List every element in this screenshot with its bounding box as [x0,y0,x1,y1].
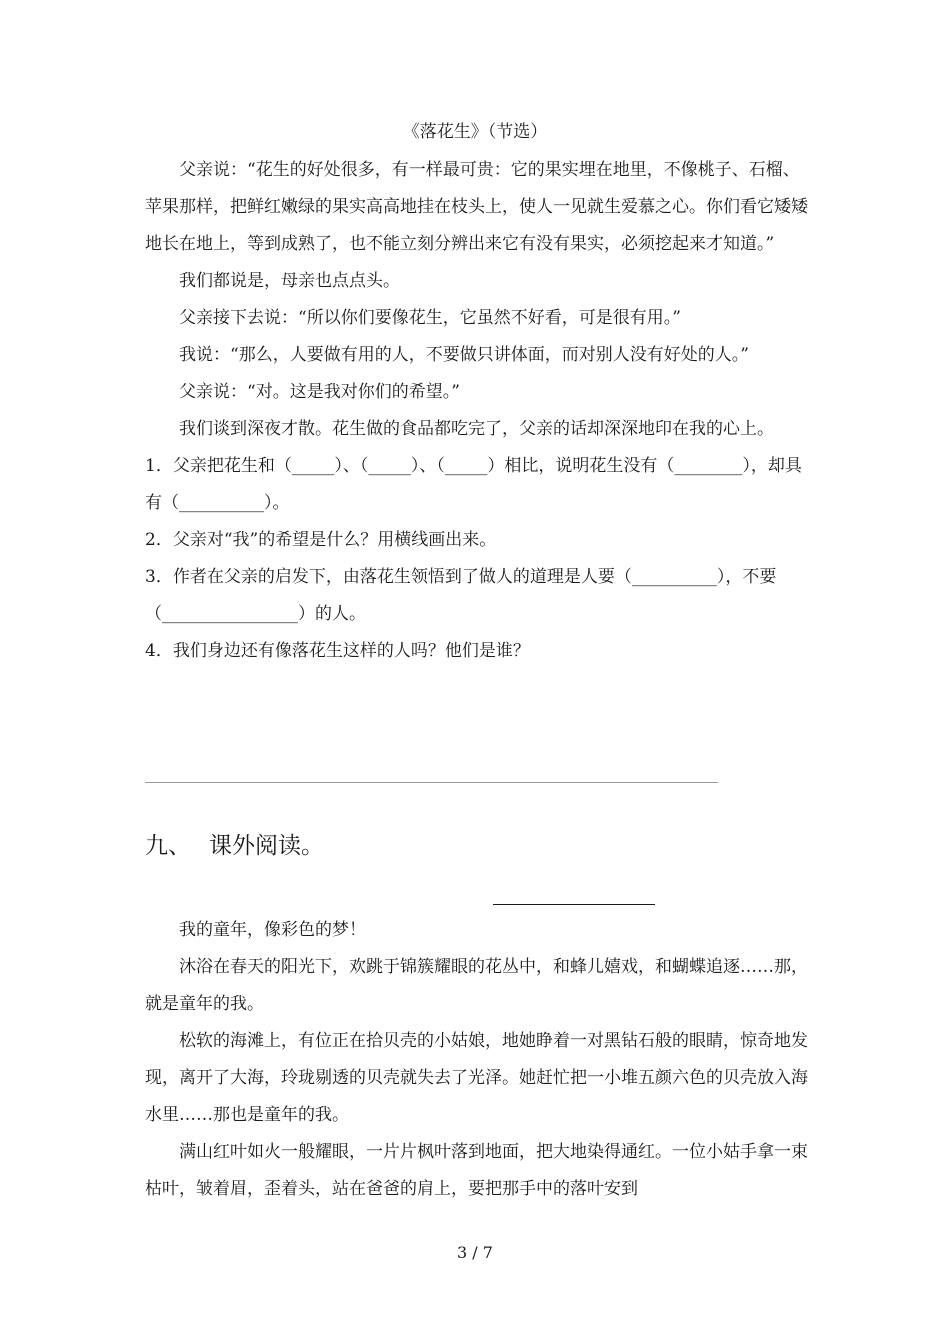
title-blank-line [493,904,655,905]
section-heading [145,830,324,862]
paragraph-3: 父亲接下去说：“所以你们要像花生，它虽然不好看，可是很有用。” [179,308,681,328]
paragraph-6: 我们谈到深夜才散。花生做的食品都吃完了，父亲的话却深深地印在我的心上。 [179,419,774,439]
page-number: 3 / 7 [457,1243,493,1262]
passage-body [145,152,810,670]
paragraph-2: 我们都说是，母亲也点点头。 [179,271,400,291]
question-1: 1．父亲把花生和（_____）、（_____）、（_____）相比，说明花生没有（________），却具有（__________）。 [145,456,802,513]
reading-paragraph-4: 满山红叶如火一般耀眼，一片片枫叶落到地面，把大地染得通红。一位小姑手拿一束枯叶，皱着眉，歪着头，站在爸爸的肩上，要把那手中的落叶安到 [145,1142,808,1199]
question-4: 4．我们身边还有像落花生这样的人吗？他们是谁？ [145,641,530,661]
section-number: 九、 [145,833,191,859]
reading-paragraph-2: 沐浴在春天的阳光下，欢跳于锦簇耀眼的花丛中，和蜂儿嬉戏，和蝴蝶追逐……那，就是童年的我。 [145,957,808,1014]
paragraph-5: 父亲说：“对。这是我对你们的希望。” [179,382,460,402]
question-3: 3．作者在父亲的启发下，由落花生领悟到了做人的道理是人要（__________），不要（________________）的人。 [145,567,777,624]
reading-paragraph-3: 松软的海滩上，有位正在拾贝壳的小姑娘，地她睁着一对黑钻石般的眼睛，惊奇地发现，离开了大海，玲珑剔透的贝壳就失去了光泽。她赶忙把一小堆五颜六色的贝壳放入海水里……那也是童年的我。 [145,1031,808,1125]
section-title: 课外阅读。 [209,833,324,859]
paragraph-1: 父亲说：“花生的好处很多，有一样最可贵：它的果实埋在地里，不像桃子、石榴、苹果那样，把鲜红嫩绿的果实高高地挂在枝头上，使人一见就生爱慕之心。你们看它矮矮地长在地上，等到成熟了，也不能立刻分辨出来它有没有果实，必须挖起来才知道。” [145,160,808,254]
reading-body [145,912,810,1208]
answer-line [145,782,718,783]
passage-title: 《落花生》（节选） [402,122,548,142]
reading-paragraph-1: 我的童年，像彩色的梦！ [179,920,366,940]
paragraph-4: 我说：“那么，人要做有用的人，不要做只讲体面，而对别人没有好处的人。” [179,345,749,365]
question-2: 2．父亲对“我”的希望是什么？用横线画出来。 [145,530,497,550]
